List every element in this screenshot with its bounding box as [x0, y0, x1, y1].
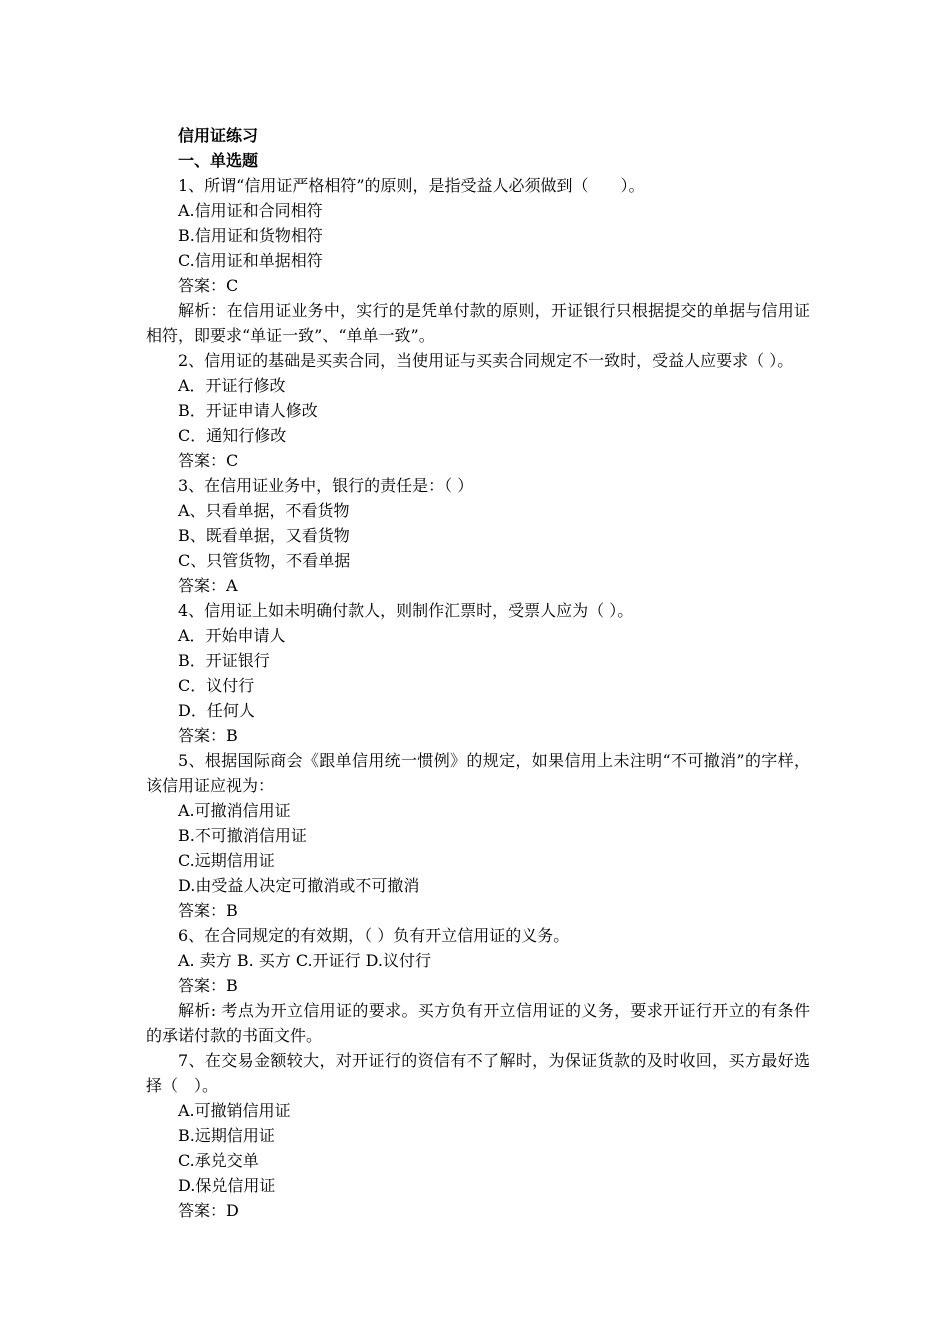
question-4-option-b: B．开证银行 [178, 651, 270, 670]
question-3-answer: 答案：A [178, 576, 238, 595]
section-heading: 一、单选题 [178, 151, 259, 170]
question-1-option-b: B.信用证和货物相符 [178, 226, 323, 245]
question-7-option-c: C.承兑交单 [178, 1151, 259, 1170]
question-3-option-b: B、既看单据，又看货物 [178, 526, 350, 545]
question-1-stem: 1、所谓“信用证严格相符”的原则，是指受益人必须做到（ ）。 [178, 176, 645, 195]
question-1-option-c: C.信用证和单据相符 [178, 251, 323, 270]
document-title: 信用证练习 [178, 126, 259, 145]
question-2-stem: 2、信用证的基础是买卖合同，当使用证与买卖合同规定不一致时，受益人应要求（ ）。 [178, 351, 794, 370]
question-5-stem: 5、根据国际商会《跟单信用统一惯例》的规定，如果信用上未注明“不可撤消”的字样，该信用证应视为： [146, 751, 810, 795]
question-5-option-c: C.远期信用证 [178, 851, 275, 870]
question-4-stem: 4、信用证上如未明确付款人，则制作汇票时，受票人应为（ ）。 [178, 601, 634, 620]
question-2-option-c: C．通知行修改 [178, 426, 287, 445]
question-7-stem: 7、在交易金额较大，对开证行的资信有不了解时，为保证货款的及时收回，买方最好选择（ ）。 [146, 1051, 810, 1095]
question-7-option-a: A.可撤销信用证 [178, 1101, 291, 1120]
question-4-option-c: C．议付行 [178, 676, 255, 695]
question-4-option-d: D．任何人 [178, 701, 255, 720]
question-6-stem: 6、在合同规定的有效期，（ ）负有开立信用证的义务。 [178, 926, 570, 945]
question-2-option-b: B．开证申请人修改 [178, 401, 318, 420]
question-1-option-a: A.信用证和合同相符 [178, 201, 323, 220]
question-6-analysis: 解析: 考点为开立信用证的要求。买方负有开立信用证的义务，要求开证行开立的有条件的承诺付款的书面文件。 [146, 1001, 810, 1045]
question-4-option-a: A．开始申请人 [178, 626, 286, 645]
question-5-option-b: B.不可撤消信用证 [178, 826, 307, 845]
question-6-answer: 答案：B [178, 976, 238, 995]
question-7-answer: 答案：D [178, 1201, 239, 1220]
document-body [146, 123, 810, 1223]
question-5-option-d: D.由受益人决定可撤消或不可撤消 [178, 876, 420, 895]
question-3-option-a: A、只看单据，不看货物 [178, 501, 350, 520]
question-7-option-d: D.保兑信用证 [178, 1176, 276, 1195]
question-2-option-a: A．开证行修改 [178, 376, 286, 395]
question-1-answer: 答案：C [178, 276, 239, 295]
question-1-analysis: 解析：在信用证业务中，实行的是凭单付款的原则，开证银行只根据提交的单据与信用证相符，即要求“单证一致”、“单单一致”。 [146, 301, 810, 345]
question-3-stem: 3、在信用证业务中，银行的责任是：（ ） [178, 476, 474, 495]
question-7-option-b: B.远期信用证 [178, 1126, 275, 1145]
question-5-option-a: A.可撤消信用证 [178, 801, 291, 820]
question-5-answer: 答案：B [178, 901, 238, 920]
question-2-answer: 答案：C [178, 451, 239, 470]
question-3-option-c: C、只管货物，不看单据 [178, 551, 351, 570]
question-6-options: A. 卖方 B. 买方 C.开证行 D.议付行 [178, 951, 432, 970]
question-4-answer: 答案：B [178, 726, 238, 745]
